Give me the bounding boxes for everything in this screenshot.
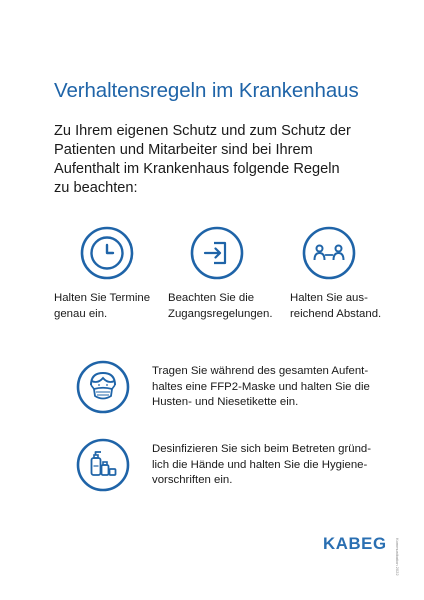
rule-text-mask: Tragen Sie während des gesamten Aufent- haltes eine FFP2-Maske und halten Sie die Husten- und Niesetikette ein.: [152, 365, 370, 408]
enter-door-icon: [190, 226, 244, 280]
rule-text-disinfect: Desinfizieren Sie sich beim Betreten gründ- lich die Hände und halten Sie die Hygiene- vorschriften ein.: [152, 443, 372, 486]
side-print-note: Kommunikation 2022: [395, 538, 400, 576]
disinfectant-icon: [76, 438, 130, 492]
distance-icon: [302, 226, 356, 280]
page-title: Verhaltensregeln im Krankenhaus: [54, 79, 359, 102]
rule-caption-access: Beachten Sie die Zugangsregelungen.: [168, 292, 273, 320]
mask-person-icon: [76, 360, 130, 414]
clock-icon: [80, 226, 134, 280]
rule-caption-distance: Halten Sie aus- reichend Abstand.: [290, 292, 382, 320]
kabeg-logo: KABEG: [323, 534, 387, 553]
intro-text: Zu Ihrem eigenen Schutz und zum Schutz der Patienten und Mitarbeiter sind bei Ihrem Aufenthalt im Krankenhaus folgende Regeln zu beachten:: [54, 123, 351, 196]
rule-caption-appointments: Halten Sie Termine genau ein.: [54, 292, 151, 320]
